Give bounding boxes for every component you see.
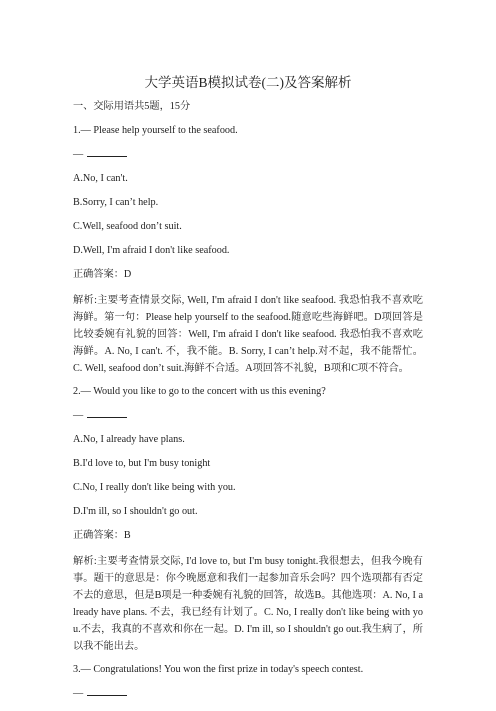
section-heading: 一、交际用语共5题，15分 (73, 101, 191, 112)
dash: — (73, 149, 84, 160)
question-2-answer-blank (73, 409, 423, 422)
question-1-option-a: A.No, I can't. (73, 173, 128, 184)
blank-line (87, 156, 127, 157)
dash: — (73, 688, 84, 699)
question-1-correct-answer: 正确答案：D (73, 269, 132, 280)
question-1-option-b: B.Sorry, I can’t help. (73, 197, 159, 208)
question-2-option-b: B.I'd love to, but I'm busy tonight (73, 458, 211, 469)
question-2-option-d: D.I'm ill, so I shouldn't go out. (73, 506, 198, 517)
question-2-option-c: C.No, I really don't like being with you. (73, 482, 236, 493)
question-1-prompt: 1.— Please help yourself to the seafood. (73, 125, 238, 136)
question-3-answer-blank (73, 687, 423, 700)
question-1-option-d: D.Well, I'm afraid I don't like seafood. (73, 245, 230, 256)
question-2-option-a: A.No, I already have plans. (73, 434, 185, 445)
question-2-analysis: 解析:主要考查情景交际, I'd love to, but I'm busy tonight.我很想去，但我今晚有事。题干的意思是：你今晚愿意和我们一起参加音乐会吗？四个选项都有否定不去的意思，但是B项是一种委婉有礼貌的回答，故选B。其他选项：A. No, I already have plans. 不去，我已经有计划了。C. No, I really don't like being with you.不去，我真的不喜欢和你在一起。D. I'm ill, so I shouldn't go out.我生病了，所以我不能出去。 (73, 556, 423, 652)
question-1-option-c: C.Well, seafood don’t suit. (73, 221, 182, 232)
document-body (73, 100, 423, 711)
question-3-prompt: 3.— Congratulations! You won the first prize in today's speech contest. (73, 664, 364, 675)
question-1-answer-blank (73, 148, 423, 161)
question-2-correct-answer: 正确答案：B (73, 530, 131, 541)
dash: — (73, 410, 84, 421)
question-2-prompt: 2.— Would you like to go to the concert with us this evening? (73, 386, 326, 397)
blank-line (87, 695, 127, 696)
question-1-analysis: 解析:主要考查情景交际, Well, I'm afraid I don't like seafood. 我恐怕我不喜欢吃海鲜。第一句：Please help yourself to the seafood.随意吃些海鲜吧。D项回答是比较委婉有礼貌的回答：Well, I'm afraid I don't like seafood. 我恐怕我不喜欢吃海鲜。A. No, I can't. 不，我不能。B. Sorry, I can’t help.对不起，我不能帮忙。C. Well, seafood don’t suit.海鲜不合适。A项回答不礼貌，B项和C项不符合。 (73, 295, 423, 374)
blank-line (87, 417, 127, 418)
document-title: 大学英语B模拟试卷(二)及答案解析 (144, 75, 352, 90)
